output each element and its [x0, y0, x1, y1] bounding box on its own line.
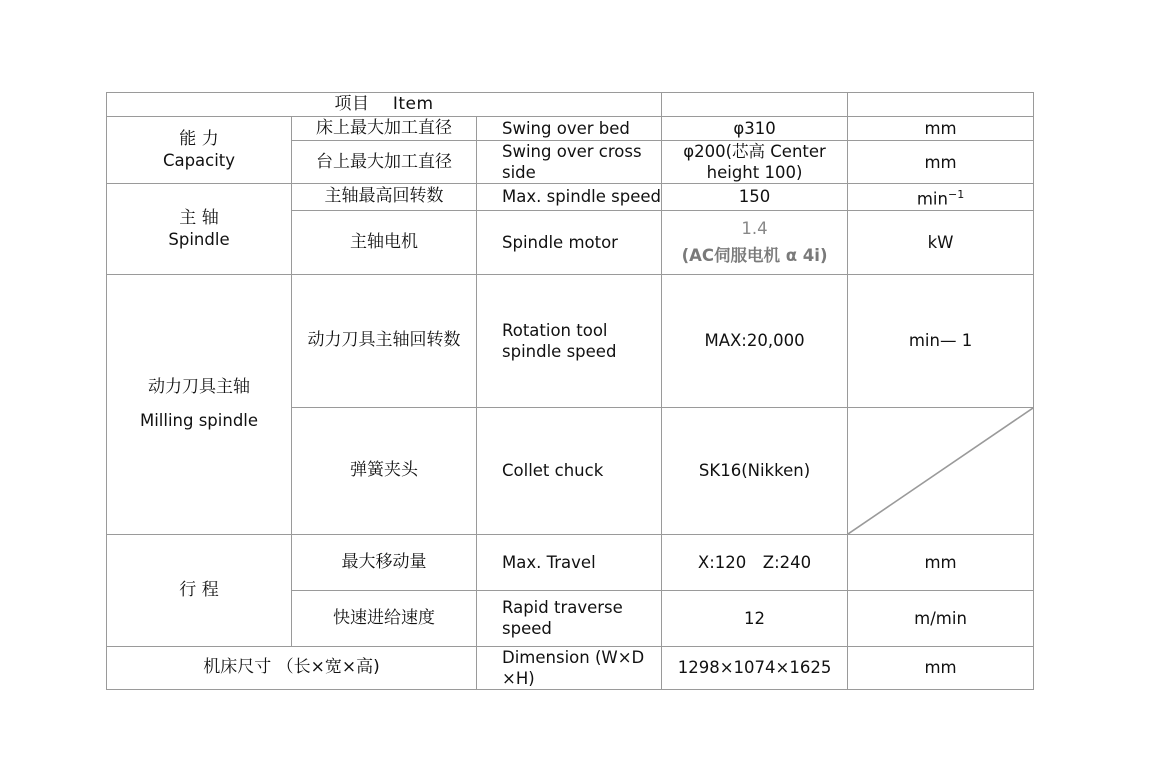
spindle-group-zh: 主 轴	[179, 207, 219, 228]
spindle-motor-unit: kW	[848, 210, 1034, 274]
dimension-en-line1: Dimension (W×D	[502, 647, 645, 667]
table-row	[107, 646, 1034, 689]
capacity-group-zh: 能 力	[179, 129, 219, 149]
dimension-en	[477, 646, 662, 689]
spindle-motor-value-line2: (AC伺服电机 α 4i)	[681, 246, 828, 265]
swing-bed-en: Swing over bed	[477, 117, 662, 141]
rapid-en-line1: Rapid traverse	[502, 598, 623, 617]
rapid-en	[477, 590, 662, 646]
capacity-group-en: Capacity	[162, 151, 236, 170]
rapid-en-line2: speed	[502, 619, 552, 638]
diagonal-slash	[848, 408, 1033, 534]
dimension-value: 1298×1074×1625	[662, 646, 848, 689]
table-row	[107, 117, 1034, 141]
header-row	[107, 93, 1034, 117]
spindle-motor-value	[662, 210, 848, 274]
rapid-value: 12	[662, 590, 848, 646]
swing-bed-value: φ310	[662, 117, 848, 141]
spindle-group-cell	[107, 184, 292, 275]
max-travel-value: X:120 Z:240	[662, 534, 848, 590]
collet-en: Collet chuck	[477, 407, 662, 534]
rotation-en	[477, 274, 662, 407]
spindle-motor-en: Spindle motor	[477, 210, 662, 274]
swing-cross-en-line1: Swing over cross	[502, 142, 642, 161]
collet-value: SK16(Nikken)	[662, 407, 848, 534]
max-travel-unit: mm	[848, 534, 1034, 590]
swing-cross-value-line1: φ200(芯高 Center	[683, 142, 826, 161]
table-row	[107, 534, 1034, 590]
max-travel-en: Max. Travel	[477, 534, 662, 590]
spindle-group-en: Spindle	[168, 229, 230, 249]
swing-cross-zh: 台上最大加工直径	[292, 141, 477, 184]
spindle-speed-value: 150	[662, 184, 848, 211]
collet-unit-diagonal-cell	[848, 407, 1034, 534]
rapid-unit: m/min	[848, 590, 1034, 646]
max-travel-zh: 最大移动量	[292, 534, 477, 590]
rapid-zh: 快速进给速度	[292, 590, 477, 646]
header-value-cell	[662, 93, 848, 117]
spindle-motor-zh: 主轴电机	[292, 210, 477, 274]
swing-cross-en	[477, 141, 662, 184]
spec-table	[106, 92, 1034, 690]
spindle-motor-value-line1: 1.4	[741, 219, 768, 238]
item-header: 项目 Item	[107, 93, 662, 117]
capacity-group-cell	[107, 117, 292, 184]
rotation-value: MAX:20,000	[662, 274, 848, 407]
rotation-en-line1: Rotation tool	[502, 320, 608, 340]
rotation-unit: min— 1	[848, 274, 1034, 407]
swing-bed-unit: mm	[848, 117, 1034, 141]
collet-zh: 弹簧夹头	[292, 407, 477, 534]
table-row	[107, 184, 1034, 211]
rotation-en-line2: spindle speed	[502, 341, 617, 361]
spindle-speed-en: Max. spindle speed	[477, 184, 662, 211]
milling-group-en: Milling spindle	[139, 411, 259, 430]
spindle-speed-zh: 主轴最高回转数	[292, 184, 477, 211]
swing-cross-unit: mm	[848, 141, 1034, 184]
spindle-speed-unit-cell	[848, 184, 1034, 211]
dimension-label: 机床尺寸 （长×宽×高)	[107, 646, 477, 689]
milling-group-cell	[107, 274, 292, 534]
rotation-zh: 动力刀具主轴回转数	[292, 274, 477, 407]
swing-cross-value	[662, 141, 848, 184]
spindle-speed-unit-sup: −1	[947, 188, 965, 201]
swing-cross-en-line2: side	[502, 163, 536, 182]
travel-group: 行 程	[107, 534, 292, 646]
spindle-speed-unit: min	[916, 189, 948, 209]
swing-bed-zh: 床上最大加工直径	[292, 117, 477, 141]
swing-cross-value-line2: height 100)	[706, 163, 803, 182]
milling-group-zh: 动力刀具主轴	[148, 377, 250, 397]
header-unit-cell	[848, 93, 1034, 117]
dimension-unit: mm	[848, 646, 1034, 689]
table-row	[107, 274, 1034, 407]
dimension-en-line2: ×H)	[502, 668, 535, 688]
